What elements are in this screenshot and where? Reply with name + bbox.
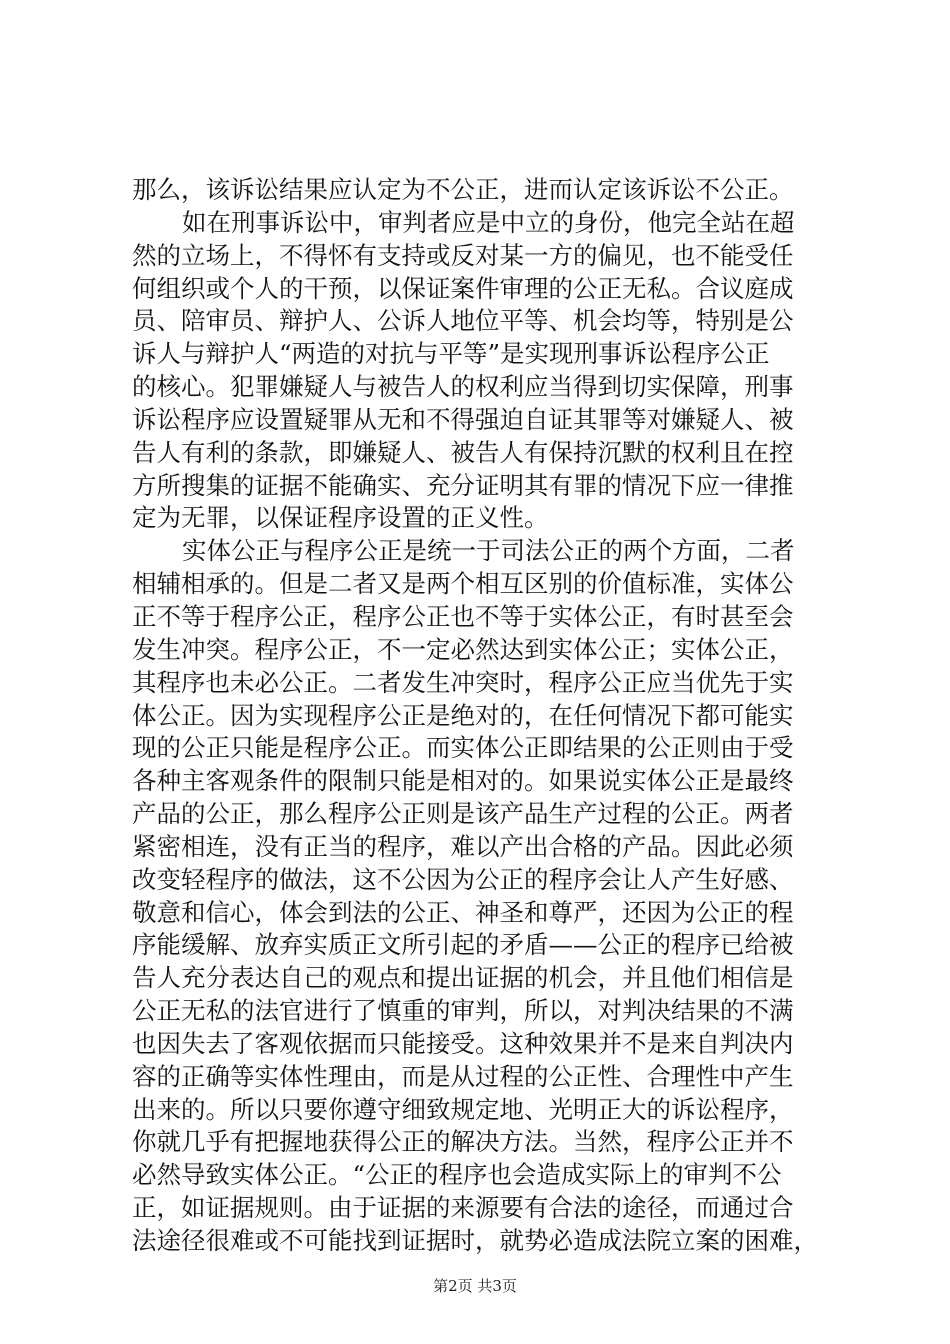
text-line: 那么，该诉讼结果应认定为不公正，进而认定该诉讼不公正。 — [132, 175, 794, 204]
text-line: 现的公正只能是程序公正。而实体公正即结果的公正则由于受 — [132, 733, 794, 762]
text-line: 方所搜集的证据不能确实、充分证明其有罪的情况下应一律推 — [132, 471, 794, 500]
text-line: 然的立场上，不得怀有支持或反对某一方的偏见，也不能受任 — [132, 241, 794, 270]
text-line: 容的正确等实体性理由，而是从过程的公正性、合理性中产生 — [132, 1062, 794, 1091]
text-line: 出来的。所以只要你遵守细致规定地、光明正大的诉讼程序， — [132, 1095, 794, 1124]
text-line: 诉人与辩护人“两造的对抗与平等”是实现刑事诉讼程序公正 — [132, 339, 770, 368]
text-line: 的核心。犯罪嫌疑人与被告人的权利应当得到切实保障，刑事 — [132, 372, 794, 401]
text-line: 敬意和信心，体会到法的公正、神圣和尊严，还因为公正的程 — [132, 898, 794, 927]
text-line: 正不等于程序公正，程序公正也不等于实体公正，有时甚至会 — [132, 602, 794, 631]
text-line: 各种主客观条件的限制只能是相对的。如果说实体公正是最终 — [132, 766, 794, 795]
text-line: 定为无罪，以保证程序设置的正义性。 — [132, 503, 549, 532]
text-line: 何组织或个人的干预，以保证案件审理的公正无私。合议庭成 — [132, 274, 794, 303]
text-line: 相辅相承的。但是二者又是两个相互区别的价值标准，实体公 — [132, 569, 794, 598]
text-line: 你就几乎有把握地获得公正的解决方法。当然，程序公正并不 — [132, 1127, 794, 1156]
text-line: 产品的公正，那么程序公正则是该产品生产过程的公正。两者 — [132, 799, 794, 828]
paragraph-first-line: 如在刑事诉讼中，审判者应是中立的身份，他完全站在超 — [182, 208, 795, 237]
text-line: 也因失去了客观依据而只能接受。这种效果并不是来自判决内 — [132, 1029, 794, 1058]
text-line: 公正无私的法官进行了慎重的审判，所以，对判决结果的不满 — [132, 996, 794, 1025]
text-line: 其程序也未必公正。二者发生冲突时，程序公正应当优先于实 — [132, 668, 794, 697]
text-line: 紧密相连，没有正当的程序，难以产出合格的产品。因此必须 — [132, 832, 794, 861]
paragraph-first-line: 实体公正与程序公正是统一于司法公正的两个方面，二者 — [182, 536, 795, 565]
text-line: 序能缓解、放弃实质正文所引起的矛盾——公正的程序已给被 — [132, 930, 794, 959]
text-line: 发生冲突。程序公正，不一定必然达到实体公正；实体公正， — [132, 635, 794, 664]
text-line: 必然导致实体公正。“公正的程序也会造成实际上的审判不公 — [132, 1160, 782, 1189]
text-line: 员、陪审员、辩护人、公诉人地位平等、机会均等，特别是公 — [132, 306, 794, 335]
text-line: 体公正。因为实现程序公正是绝对的，在任何情况下都可能实 — [132, 701, 794, 730]
page-number-footer: 第2页 共3页 — [433, 1277, 517, 1295]
text-line: 正，如证据规则。由于证据的来源要有合法的途径，而通过合 — [132, 1193, 794, 1222]
text-line: 法途径很难或不可能找到证据时，就势必造成法院立案的困难， — [132, 1226, 818, 1255]
text-line: 改变轻程序的做法，这不公因为公正的程序会让人产生好感、 — [132, 865, 794, 894]
text-line: 告人充分表达自己的观点和提出证据的机会，并且他们相信是 — [132, 963, 794, 992]
text-line: 诉讼程序应设置疑罪从无和不得强迫自证其罪等对嫌疑人、被 — [132, 405, 794, 434]
text-line: 告人有利的条款，即嫌疑人、被告人有保持沉默的权利且在控 — [132, 438, 794, 467]
